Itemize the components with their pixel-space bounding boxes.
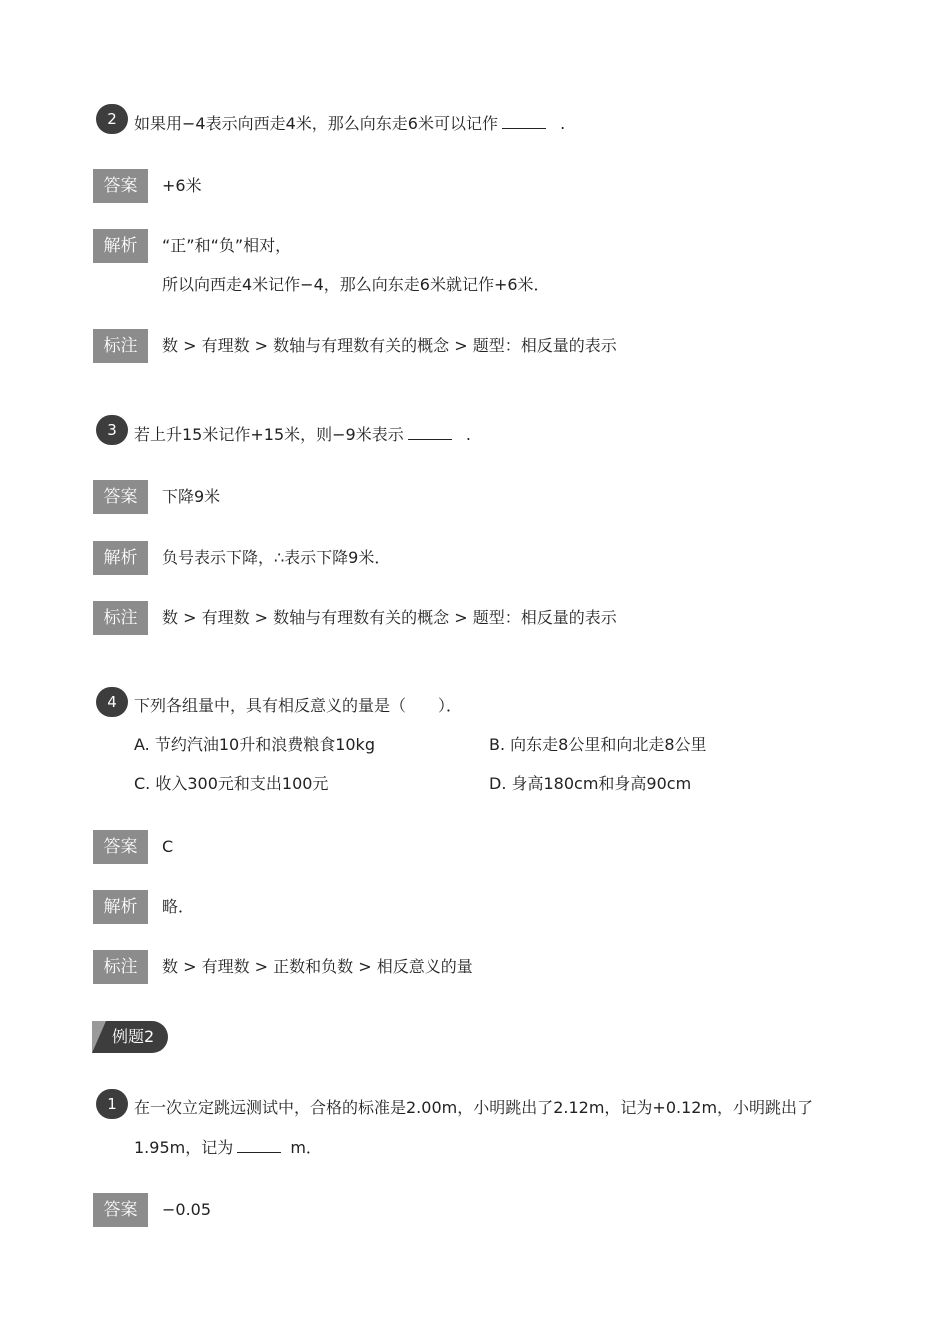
option-b[interactable]: B. 向东走8公里和向北走8公里 — [489, 735, 707, 754]
question-text-before: 若上升15米记作+15米，则−9米表示 — [134, 425, 404, 444]
analysis-label: 解析 — [93, 890, 148, 924]
answer-text: +6米 — [162, 176, 202, 195]
question-text-before: 如果用−4表示向西走4米，那么向东走6米可以记作 — [134, 114, 498, 133]
answer-blank — [502, 112, 546, 129]
option-a[interactable]: A. 节约汽油10升和浪费粮食10kg — [134, 735, 375, 754]
analysis-label: 解析 — [93, 541, 148, 575]
question-text-after: . — [465, 425, 471, 444]
answer-label: 答案 — [93, 1193, 148, 1227]
answer-text: 下降9米 — [162, 487, 221, 506]
question-text — [134, 112, 565, 135]
analysis-text-line1: “正”和“负”相对， — [162, 236, 292, 255]
question-number-badge: 3 — [96, 415, 128, 445]
answer-text: −0.05 — [162, 1200, 212, 1219]
analysis-text: 略． — [162, 897, 195, 916]
answer-label: 答案 — [93, 830, 148, 864]
analysis-text: 负号表示下降，∴表示下降9米． — [162, 548, 391, 567]
option-c[interactable]: C. 收入300元和支出100元 — [134, 774, 329, 793]
answer-label: 答案 — [93, 169, 148, 203]
question-number-badge: 4 — [96, 687, 128, 717]
answer-blank — [408, 423, 452, 440]
tag-text: 数 > 有理数 > 数轴与有理数有关的概念 > 题型：相反量的表示 — [162, 336, 617, 355]
question-text: 下列各组量中，具有相反意义的量是（ ）． — [134, 696, 463, 715]
example-section-header — [92, 1021, 168, 1053]
tag-label: 标注 — [93, 329, 148, 363]
corner-decoration — [92, 1021, 106, 1053]
tag-label: 标注 — [93, 950, 148, 984]
answer-blank — [237, 1136, 281, 1153]
answer-text: C — [162, 837, 174, 856]
analysis-label: 解析 — [93, 229, 148, 263]
question-text — [134, 423, 471, 446]
question-text-line1: 在一次立定跳远测试中，合格的标准是2.00m，小明跳出了2.12m，记为+0.12m，小明跳出了 — [134, 1098, 814, 1117]
option-d[interactable]: D. 身高180cm和身高90cm — [489, 774, 692, 793]
analysis-text-line2: 所以向西走4米记作−4，那么向东走6米就记作+6米． — [162, 275, 550, 294]
question-text-line2 — [134, 1136, 322, 1159]
example-title: 例题2 — [112, 1027, 155, 1046]
question-text-before: 1.95m，记为 — [134, 1138, 234, 1157]
tag-text: 数 > 有理数 > 正数和负数 > 相反意义的量 — [162, 957, 473, 976]
question-text-after: m． — [290, 1138, 322, 1157]
question-text-after: . — [560, 114, 566, 133]
answer-label: 答案 — [93, 480, 148, 514]
tag-text: 数 > 有理数 > 数轴与有理数有关的概念 > 题型：相反量的表示 — [162, 608, 617, 627]
question-number-badge: 2 — [96, 104, 128, 134]
tag-label: 标注 — [93, 601, 148, 635]
question-number-badge: 1 — [96, 1089, 128, 1119]
